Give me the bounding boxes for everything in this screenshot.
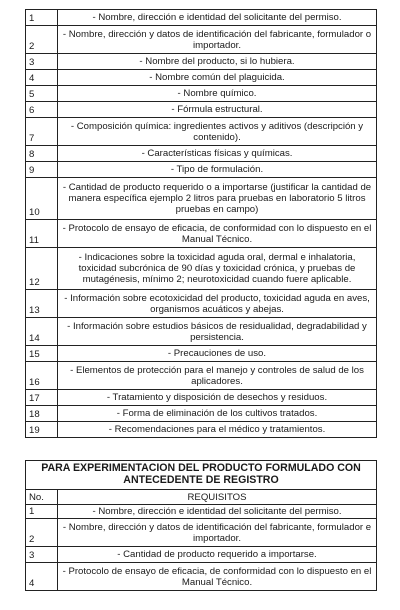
table-row <box>26 26 377 54</box>
row-requirement: - Elementos de protección para el manejo y controles de salud de los aplicadores. <box>58 362 377 390</box>
table-row <box>26 505 377 519</box>
row-number: 17 <box>26 390 58 406</box>
row-requirement: - Nombre químico. <box>58 86 377 102</box>
table-title: PARA EXPERIMENTACION DEL PRODUCTO FORMULADO CON ANTECEDENTE DE REGISTRO <box>26 461 377 490</box>
row-number: 19 <box>26 422 58 438</box>
row-requirement: - Nombre del producto, si lo hubiera. <box>58 54 377 70</box>
header-requisitos: REQUISITOS <box>58 490 377 505</box>
experimentation-table-body <box>26 461 377 591</box>
row-requirement: - Tratamiento y disposición de desechos y residuos. <box>58 390 377 406</box>
row-requirement: - Tipo de formulación. <box>58 162 377 178</box>
table-row <box>26 162 377 178</box>
row-requirement: - Nombre, dirección y datos de identificación del fabricante, formulador o importador. <box>58 26 377 54</box>
table-row <box>26 146 377 162</box>
requirements-table-body <box>26 10 377 438</box>
table-row <box>26 406 377 422</box>
row-number: 8 <box>26 146 58 162</box>
table-row <box>26 362 377 390</box>
row-number: 5 <box>26 86 58 102</box>
row-number: 18 <box>26 406 58 422</box>
row-number: 15 <box>26 346 58 362</box>
table-row <box>26 390 377 406</box>
table-row <box>26 346 377 362</box>
row-number: 1 <box>26 10 58 26</box>
row-number: 14 <box>26 318 58 346</box>
table-row <box>26 118 377 146</box>
table-row <box>26 519 377 547</box>
row-requirement: - Nombre común del plaguicida. <box>58 70 377 86</box>
table-row <box>26 70 377 86</box>
row-number: 9 <box>26 162 58 178</box>
row-requirement: - Características físicas y químicas. <box>58 146 377 162</box>
table-row <box>26 547 377 563</box>
table-row <box>26 422 377 438</box>
row-number: 3 <box>26 547 58 563</box>
row-requirement: - Cantidad de producto requerido o a importarse (justificar la cantidad de manera específica ejemplo 2 litros para pruebas en laboratorio 5 litros pruebas en campo) <box>58 178 377 220</box>
row-requirement: - Indicaciones sobre la toxicidad aguda oral, dermal e inhalatoria, toxicidad subcrónica de 90 días y toxicidad crónica, y pruebas de mutagénesis, mínimo 2; neurotoxicidad cuando fuere aplicable. <box>58 248 377 290</box>
table-row <box>26 86 377 102</box>
row-requirement: - Fórmula estructural. <box>58 102 377 118</box>
header-no: No. <box>26 490 58 505</box>
row-requirement: - Nombre, dirección e identidad del solicitante del permiso. <box>58 10 377 26</box>
table-row <box>26 290 377 318</box>
table-row <box>26 248 377 290</box>
table-row <box>26 178 377 220</box>
table-row <box>26 563 377 591</box>
row-requirement: - Precauciones de uso. <box>58 346 377 362</box>
row-requirement: - Protocolo de ensayo de eficacia, de conformidad con lo dispuesto en el Manual Técnico. <box>58 220 377 248</box>
row-number: 11 <box>26 220 58 248</box>
table-row <box>26 10 377 26</box>
row-number: 4 <box>26 563 58 591</box>
table-row <box>26 220 377 248</box>
row-number: 2 <box>26 519 58 547</box>
row-requirement: - Forma de eliminación de los cultivos tratados. <box>58 406 377 422</box>
row-number: 12 <box>26 248 58 290</box>
row-requirement: - Nombre, dirección y datos de identificación del fabricante, formulador e importador. <box>58 519 377 547</box>
row-number: 16 <box>26 362 58 390</box>
row-number: 7 <box>26 118 58 146</box>
row-number: 13 <box>26 290 58 318</box>
row-number: 1 <box>26 505 58 519</box>
row-number: 4 <box>26 70 58 86</box>
row-requirement: - Composición química: ingredientes activos y aditivos (descripción y contenido). <box>58 118 377 146</box>
row-requirement: - Cantidad de producto requerido a importarse. <box>58 547 377 563</box>
table-row <box>26 54 377 70</box>
table-row <box>26 102 377 118</box>
requirements-table <box>25 9 377 438</box>
row-number: 10 <box>26 178 58 220</box>
experimentation-requirements-table <box>25 460 377 591</box>
row-requirement: - Protocolo de ensayo de eficacia, de conformidad con lo dispuesto en el Manual Técnico. <box>58 563 377 591</box>
row-requirement: - Nombre, dirección e identidad del solicitante del permiso. <box>58 505 377 519</box>
table-title-row <box>26 461 377 490</box>
row-requirement: - Recomendaciones para el médico y tratamientos. <box>58 422 377 438</box>
row-requirement: - Información sobre ecotoxicidad del producto, toxicidad aguda en aves, organismos acuáticos y abejas. <box>58 290 377 318</box>
table-row <box>26 318 377 346</box>
table-header-row <box>26 490 377 505</box>
row-requirement: - Información sobre estudios básicos de residualidad, degradabilidad y persistencia. <box>58 318 377 346</box>
row-number: 3 <box>26 54 58 70</box>
row-number: 6 <box>26 102 58 118</box>
row-number: 2 <box>26 26 58 54</box>
